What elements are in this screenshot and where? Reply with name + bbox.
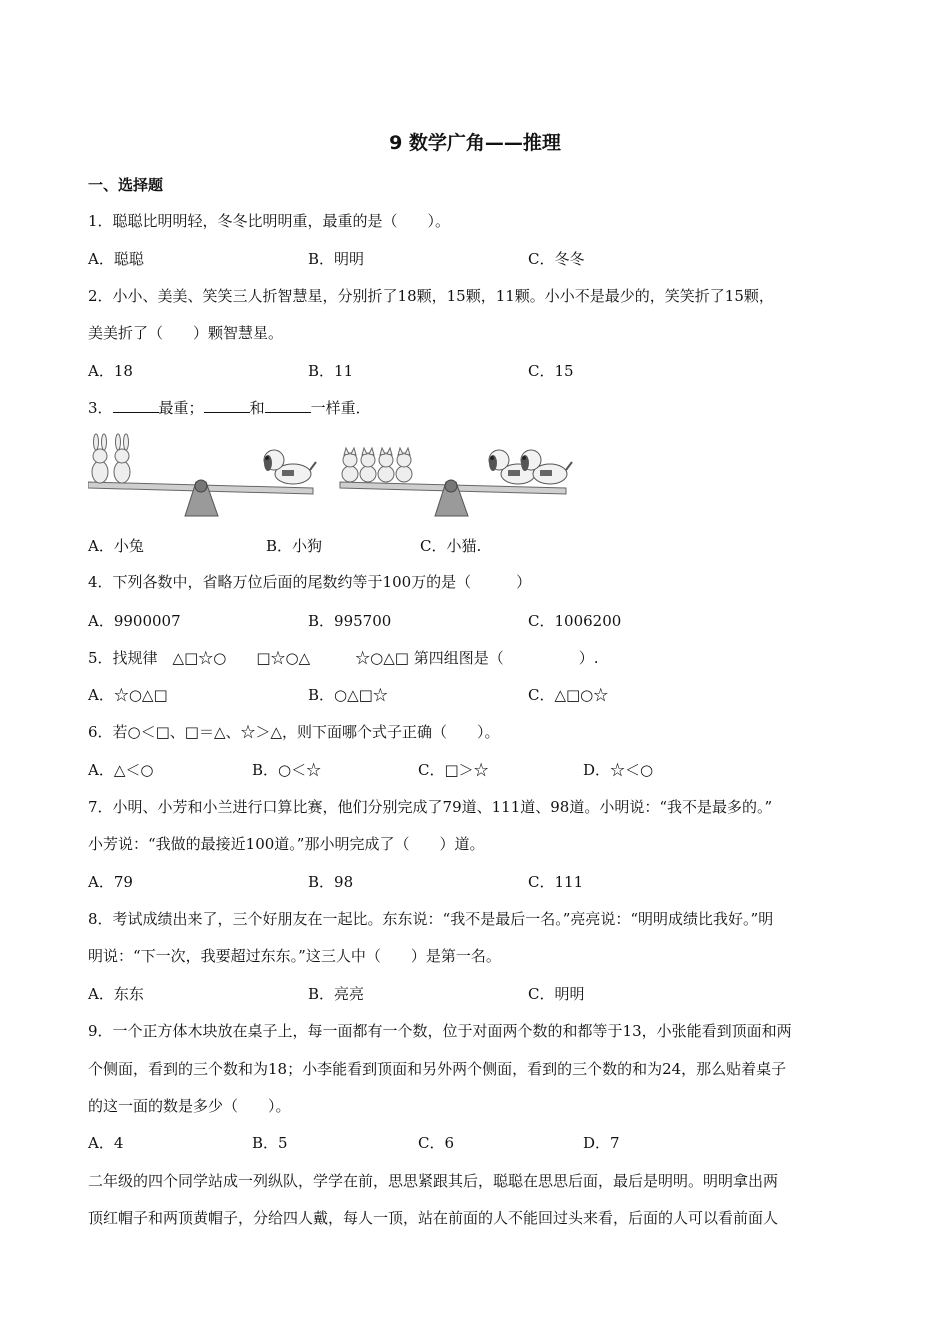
q5-option-c[interactable]: C．△□○☆ (528, 686, 609, 704)
q4-option-b[interactable]: B．995700 (308, 612, 392, 630)
q5-option-b[interactable]: B．○△□☆ (308, 686, 388, 704)
q3-blank-3[interactable] (265, 398, 311, 413)
q3-text-3: 一样重． (310, 399, 371, 417)
q7-option-c[interactable]: C．111 (528, 873, 584, 891)
question-7-line-1: 7．小明、小芳和小兰进行口算比赛，他们分别完成了79道、111道、98道。小明说：“我不是最多的。” (88, 798, 773, 816)
cat-icon (396, 448, 412, 482)
q3-number: 3． (88, 399, 113, 417)
rabbit-icon (114, 434, 130, 483)
q2-option-c[interactable]: C．15 (528, 362, 574, 380)
q3-text-2: 和 (249, 399, 265, 417)
section-heading: 一、选择题 (88, 176, 164, 194)
question-5: 5．找规律 △□☆○ □☆○△ ☆○△□ 第四组图是（ ）. (88, 649, 599, 667)
q3-blank-2[interactable] (204, 398, 250, 413)
q1-option-c[interactable]: C．冬冬 (528, 250, 585, 268)
question-4: 4．下列各数中，省略万位后面的尾数约等于100万的是（ ） (88, 573, 532, 591)
q7-option-a[interactable]: A．79 (88, 873, 133, 891)
q3-option-c[interactable]: C．小猫. (420, 537, 482, 555)
question-8-line-2: 明说：“下一次，我要超过东东。”这三人中（ ）是第一名。 (88, 947, 501, 965)
question-3 (88, 398, 371, 418)
q9-option-c[interactable]: C．6 (418, 1134, 455, 1152)
q3-option-b[interactable]: B．小狗 (266, 537, 323, 555)
question-7-line-2: 小芳说：“我做的最接近100道。”那小明完成了（ ）道。 (88, 835, 485, 853)
question-1: 1．聪聪比明明轻，冬冬比明明重，最重的是（ ）。 (88, 212, 451, 230)
question-9-line-2: 个侧面，看到的三个数和为18；小李能看到顶面和另外两个侧面，看到的三个数的和为24，那么贴着桌子 (88, 1060, 787, 1078)
q8-option-b[interactable]: B．亮亮 (308, 985, 365, 1003)
q8-option-c[interactable]: C．明明 (528, 985, 585, 1003)
dog-icon (264, 450, 316, 484)
rabbit-icon (92, 434, 108, 483)
q5-option-a[interactable]: A．☆○△□ (88, 686, 168, 704)
cat-icon (360, 448, 376, 482)
q6-option-a[interactable]: A．△＜○ (88, 761, 154, 779)
page-title: 9 数学广角——推理 (389, 132, 561, 154)
q3-text-1: 最重； (158, 399, 204, 417)
seesaw-right (340, 448, 572, 516)
q4-option-a[interactable]: A．9900007 (88, 612, 181, 630)
q6-option-b[interactable]: B．○＜☆ (252, 761, 322, 779)
cat-icon (342, 448, 358, 482)
q3-option-a[interactable]: A．小兔 (88, 537, 144, 555)
q2-option-b[interactable]: B．11 (308, 362, 354, 380)
q9-option-a[interactable]: A．4 (88, 1134, 124, 1152)
q6-option-c[interactable]: C．□＞☆ (418, 761, 489, 779)
question-8-line-1: 8．考试成绩出来了，三个好朋友在一起比。东东说：“我不是最后一名。”亮亮说：“明明成绩比我好。”明 (88, 910, 774, 928)
q1-option-b[interactable]: B．明明 (308, 250, 365, 268)
q8-option-a[interactable]: A．东东 (88, 985, 144, 1003)
cat-icon (378, 448, 394, 482)
question-9-line-1: 9．一个正方体木块放在桌子上，每一面都有一个数，位于对面两个数的和都等于13，小张能看到顶面和两 (88, 1022, 792, 1040)
q9-option-d[interactable]: D．7 (583, 1134, 620, 1152)
question-2-line-1: 2．小小、美美、笑笑三人折智慧星，分别折了18颗，15颗，11颗。小小不是最少的，笑笑折了15颗， (88, 287, 774, 305)
q2-option-a[interactable]: A．18 (88, 362, 133, 380)
seesaw-left (88, 434, 316, 516)
question-10-line-2: 顶红帽子和两顶黄帽子，分给四人戴，每人一顶，站在前面的人不能回过头来看，后面的人可以看前面人 (88, 1209, 779, 1227)
q3-blank-1[interactable] (113, 398, 159, 413)
question-6: 6．若○＜□、□＝△、☆＞△，则下面哪个式子正确（ ）。 (88, 723, 500, 741)
question-2-line-2: 美美折了（ ）颗智慧星。 (88, 324, 284, 342)
seesaw-illustration (88, 430, 578, 522)
q9-option-b[interactable]: B．5 (252, 1134, 288, 1152)
q1-option-a[interactable]: A．聪聪 (88, 250, 144, 268)
q6-option-d[interactable]: D．☆＜○ (583, 761, 654, 779)
question-10-line-1: 二年级的四个同学站成一列纵队，学学在前，思思紧跟其后，聪聪在思思后面，最后是明明。明明拿出两 (88, 1172, 779, 1190)
q7-option-b[interactable]: B．98 (308, 873, 354, 891)
question-9-line-3: 的这一面的数是多少（ ）。 (88, 1097, 291, 1115)
q4-option-c[interactable]: C．1006200 (528, 612, 622, 630)
